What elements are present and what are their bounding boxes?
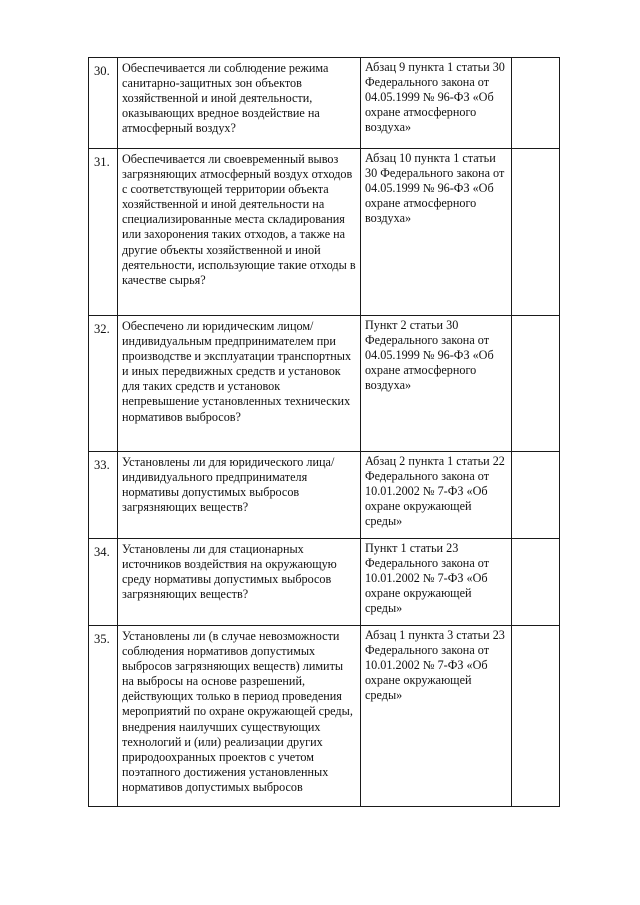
question-text: Обеспечено ли юридическим лицом/индивидуальным предпринимателем при производстве и эксплуатации транспортных и иных передвижных средств и установок для таких средств и установок непревышение установленных технических нормативов выбросов?: [118, 316, 361, 452]
legal-reference: Абзац 1 пункта 3 статьи 23 Федерального закона от 10.01.2002 № 7-ФЗ «Об охране окружающей среды»: [361, 626, 512, 807]
row-number: 34.: [89, 539, 118, 626]
answer-cell: [512, 539, 560, 626]
table-row: [89, 58, 560, 149]
legal-reference: Пункт 1 статьи 23 Федерального закона от 10.01.2002 № 7-ФЗ «Об охране окружающей среды»: [361, 539, 512, 626]
table-row: [89, 149, 560, 316]
question-text: Обеспечивается ли соблюдение режима санитарно-защитных зон объектов хозяйственной и иной деятельности, оказывающих вредное воздействие на атмосферный воздух?: [118, 58, 361, 149]
answer-cell: [512, 149, 560, 316]
answer-cell: [512, 316, 560, 452]
table-row: [89, 316, 560, 452]
table-row: [89, 452, 560, 539]
question-text: Установлены ли для юридического лица/индивидуального предпринимателя нормативы допустимых выбросов загрязняющих веществ?: [118, 452, 361, 539]
legal-reference: Абзац 10 пункта 1 статьи 30 Федерального закона от 04.05.1999 № 96-ФЗ «Об охране атмосферного воздуха»: [361, 149, 512, 316]
row-number: 35.: [89, 626, 118, 807]
row-number: 30.: [89, 58, 118, 149]
checklist-table: [88, 57, 560, 807]
row-number: 32.: [89, 316, 118, 452]
legal-reference: Пункт 2 статьи 30 Федерального закона от 04.05.1999 № 96-ФЗ «Об охране атмосферного воздуха»: [361, 316, 512, 452]
question-text: Установлены ли для стационарных источников воздействия на окружающую среду нормативы допустимых выбросов загрязняющих веществ?: [118, 539, 361, 626]
legal-reference: Абзац 2 пункта 1 статьи 22 Федерального закона от 10.01.2002 № 7-ФЗ «Об охране окружающей среды»: [361, 452, 512, 539]
answer-cell: [512, 626, 560, 807]
answer-cell: [512, 58, 560, 149]
question-text: Установлены ли (в случае невозможности соблюдения нормативов допустимых выбросов загрязняющих веществ) лимиты на выбросы на основе разрешений, действующих только в период проведения мероприятий по охране окружающей среды, внедрения наилучших существующих технологий и (или) реализации других природоохранных проектов с учетом поэтапного достижения установленных нормативов допустимых выбросов: [118, 626, 361, 807]
row-number: 33.: [89, 452, 118, 539]
answer-cell: [512, 452, 560, 539]
table-row: [89, 539, 560, 626]
row-number: 31.: [89, 149, 118, 316]
legal-reference: Абзац 9 пункта 1 статьи 30 Федерального закона от 04.05.1999 № 96-ФЗ «Об охране атмосферного воздуха»: [361, 58, 512, 149]
table-row: [89, 626, 560, 807]
question-text: Обеспечивается ли своевременный вывоз загрязняющих атмосферный воздух отходов с соответствующей территории объекта хозяйственной и иной деятельности на специализированные места складирования или захоронения таких отходов, а также на другие объекты хозяйственной и иной деятельности, использующие такие отходы в качестве сырья?: [118, 149, 361, 316]
